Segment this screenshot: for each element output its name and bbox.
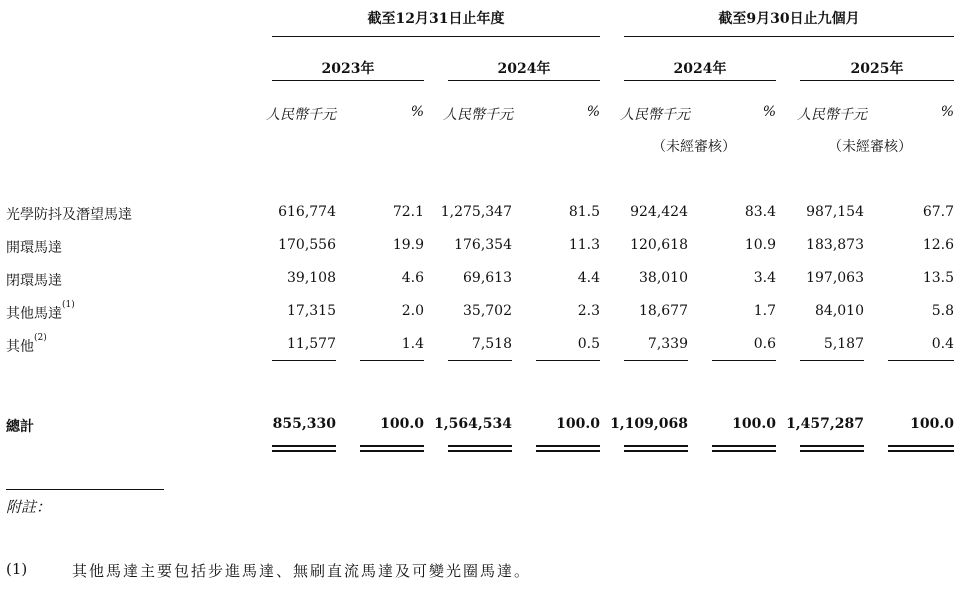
table-cell: 924,424 (630, 204, 688, 220)
table-cell: 67.7 (922, 204, 954, 220)
total-cell: 100.0 (556, 416, 600, 432)
table-cell: 72.1 (392, 204, 424, 220)
table-cell: 84,010 (815, 303, 864, 319)
subtotal-rule (800, 360, 864, 361)
table-cell: 197,063 (806, 270, 864, 286)
table-cell: 1.7 (753, 303, 776, 319)
table-cell: 7,518 (471, 336, 512, 352)
row-label-text: 光學防抖及潛望馬達 (6, 207, 132, 223)
table-cell: 39,108 (287, 270, 336, 286)
total-cell: 100.0 (910, 416, 954, 432)
year-underline (800, 80, 954, 81)
table-cell: 183,873 (806, 237, 864, 253)
total-double-rule (888, 445, 954, 452)
row-label-text: 其他馬達 (6, 306, 62, 322)
period-underline-9m (624, 36, 954, 37)
total-double-rule (712, 445, 776, 452)
row-label (6, 237, 62, 257)
footnote-marker: (1) (62, 300, 75, 310)
notes-divider (6, 489, 164, 490)
total-cell: 1,564,534 (434, 416, 512, 432)
subtotal-rule (712, 360, 776, 361)
table-cell: 0.5 (577, 336, 600, 352)
table-cell: 7,339 (647, 336, 688, 352)
note-text: 其他馬達主要包括步進馬達、無刷直流馬達及可變光圈馬達。 (72, 562, 532, 580)
year-underline (448, 80, 600, 81)
table-cell: 69,613 (463, 270, 512, 286)
table-cell: 83.4 (744, 204, 776, 220)
table-cell: 5.8 (931, 303, 954, 319)
table-cell: 176,354 (454, 237, 512, 253)
total-double-rule (800, 445, 864, 452)
total-double-rule (624, 445, 688, 452)
total-double-rule (448, 445, 512, 452)
row-label-text: 其他 (6, 339, 34, 355)
table-cell: 616,774 (278, 204, 336, 220)
row-label-text: 閉環馬達 (6, 273, 62, 289)
table-cell: 19.9 (392, 237, 424, 253)
subtotal-rule (448, 360, 512, 361)
table-cell: 170,556 (278, 237, 336, 253)
table-cell: 5,187 (823, 336, 864, 352)
unit-header-amount: 人民幣千元 (266, 107, 336, 123)
table-cell: 81.5 (568, 204, 600, 220)
period-header-fy: 截至12月31日止年度 (367, 11, 505, 27)
unit-header-amount: 人民幣千元 (797, 107, 867, 123)
table-cell: 2.3 (577, 303, 600, 319)
row-label (6, 333, 47, 356)
subtotal-rule (360, 360, 424, 361)
table-cell: 2.0 (401, 303, 424, 319)
year-header-2023: 2023年 (321, 61, 375, 77)
table-cell: 13.5 (922, 270, 954, 286)
table-cell: 987,154 (806, 204, 864, 220)
table-cell: 120,618 (630, 237, 688, 253)
subtotal-rule (888, 360, 954, 361)
total-cell: 1,109,068 (610, 416, 688, 432)
total-double-rule (536, 445, 600, 452)
year-header-2024: 2024年 (497, 61, 551, 77)
total-double-rule (272, 445, 336, 452)
period-header-9m: 截至9月30日止九個月 (718, 11, 860, 27)
row-label-text: 開環馬達 (6, 240, 62, 256)
table-cell: 4.4 (577, 270, 600, 286)
unit-header-amount: 人民幣千元 (443, 107, 513, 123)
year-header-2024-9m: 2024年 (673, 61, 727, 77)
row-label (6, 300, 75, 323)
table-cell: 10.9 (744, 237, 776, 253)
year-header-2025-9m: 2025年 (850, 61, 904, 77)
unaudited-label: （未經審核） (828, 139, 912, 155)
year-underline (272, 80, 424, 81)
table-cell: 12.6 (922, 237, 954, 253)
subtotal-rule (624, 360, 688, 361)
table-cell: 17,315 (287, 303, 336, 319)
footnote-marker: (2) (34, 333, 47, 343)
unit-header-pct: % (586, 104, 600, 120)
total-double-rule (360, 445, 424, 452)
unit-header-pct: % (410, 104, 424, 120)
table-cell: 1.4 (401, 336, 424, 352)
total-cell: 1,457,287 (786, 416, 864, 432)
table-cell: 0.4 (931, 336, 954, 352)
total-label: 總計 (6, 419, 34, 435)
subtotal-rule (272, 360, 336, 361)
table-cell: 4.6 (401, 270, 424, 286)
period-underline-fy (272, 36, 600, 37)
table-cell: 38,010 (639, 270, 688, 286)
unaudited-label: （未經審核） (652, 139, 736, 155)
unit-header-amount: 人民幣千元 (620, 107, 690, 123)
subtotal-rule (536, 360, 600, 361)
table-cell: 35,702 (463, 303, 512, 319)
table-cell: 11.3 (568, 237, 600, 253)
row-label (6, 270, 62, 290)
table-cell: 1,275,347 (440, 204, 512, 220)
total-cell: 100.0 (732, 416, 776, 432)
unit-header-pct: % (940, 104, 954, 120)
table-cell: 11,577 (287, 336, 336, 352)
year-underline (624, 80, 776, 81)
note-number: (1) (6, 560, 28, 578)
total-cell: 855,330 (272, 416, 336, 432)
notes-heading: 附註： (6, 498, 52, 516)
unit-header-pct: % (762, 104, 776, 120)
total-cell: 100.0 (380, 416, 424, 432)
table-cell: 3.4 (753, 270, 776, 286)
table-cell: 18,677 (639, 303, 688, 319)
table-cell: 0.6 (753, 336, 776, 352)
row-label (6, 204, 132, 224)
